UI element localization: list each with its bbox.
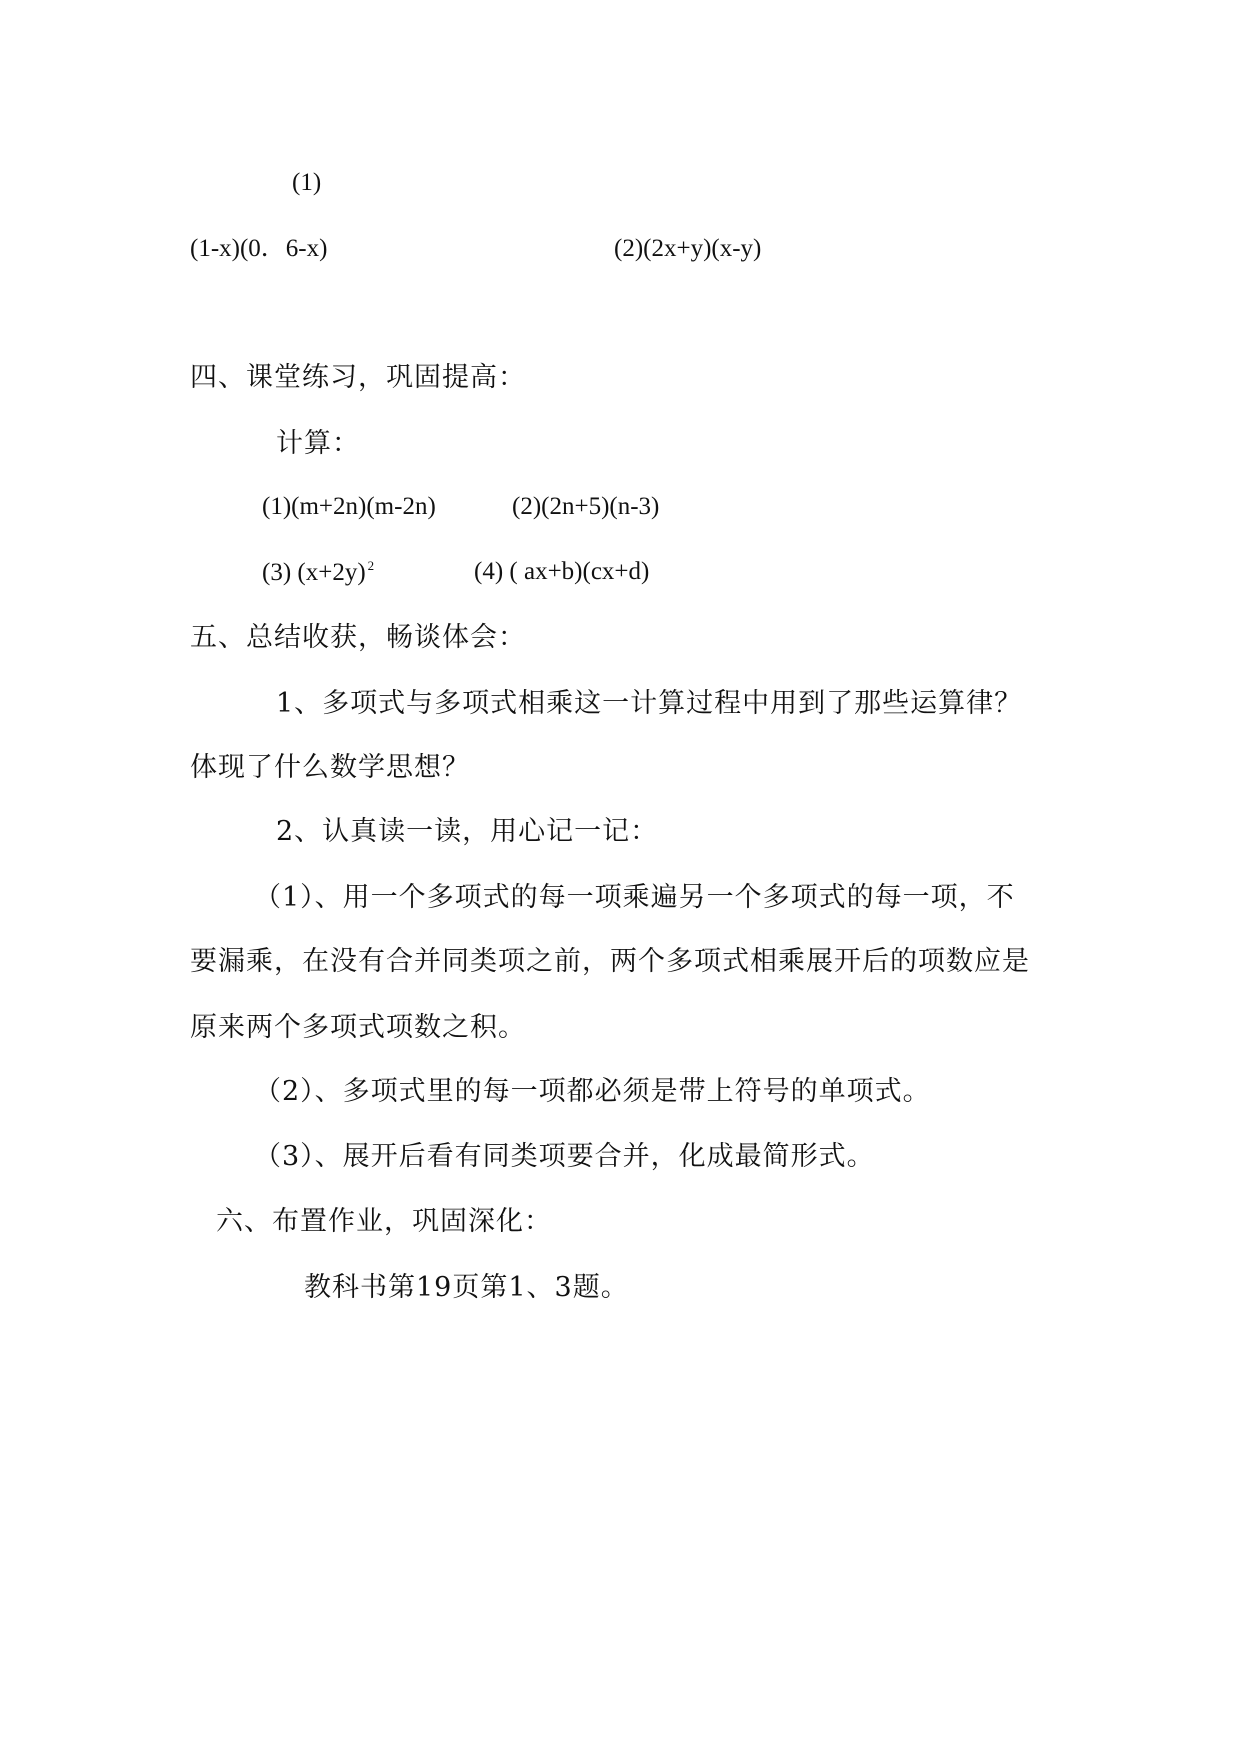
practice-problem-3-base: (3) (x+2y) [262, 559, 366, 586]
summary-question-2: 2、认真读一读，用心记一记： [276, 816, 659, 847]
homework-assignment: 教科书第19页第1、3题。 [304, 1272, 629, 1303]
practice-problem-3 [262, 559, 374, 585]
practice-problem-4: (4) ( ax+b)(cx+d) [474, 558, 650, 585]
section-4-heading: 四、课堂练习，巩固提高： [190, 362, 526, 393]
example-label-1: (1) [292, 169, 322, 196]
example-expression-2: (2)(2x+y)(x-y) [614, 235, 762, 262]
summary-point-1-line-3: 原来两个多项式项数之积。 [190, 1012, 526, 1043]
example-expression-1: (1-x)(0．6-x) [190, 235, 328, 262]
summary-question-1-line-2: 体现了什么数学思想？ [190, 752, 470, 783]
section-4-instruction: 计算： [276, 428, 360, 459]
summary-point-1-line-2: 要漏乘，在没有合并同类项之前，两个多项式相乘展开后的项数应是 [190, 946, 1030, 977]
section-6-heading: 六、布置作业，巩固深化： [216, 1206, 552, 1237]
section-5-heading: 五、总结收获，畅谈体会： [190, 622, 526, 653]
summary-point-2: （2）、多项式里的每一项都必须是带上符号的单项式。 [254, 1076, 931, 1107]
practice-problem-1: (1)(m+2n)(m-2n) [262, 493, 436, 520]
summary-point-1-line-1: （1）、用一个多项式的每一项乘遍另一个多项式的每一项，不 [254, 882, 1015, 913]
practice-problem-2: (2)(2n+5)(n-3) [512, 493, 660, 520]
summary-point-3: （3）、展开后看有同类项要合并，化成最简形式。 [254, 1141, 875, 1172]
practice-problem-3-exponent: 2 [367, 558, 375, 573]
summary-question-1-line-1: 1、多项式与多项式相乘这一计算过程中用到了那些运算律？ [276, 688, 1023, 719]
